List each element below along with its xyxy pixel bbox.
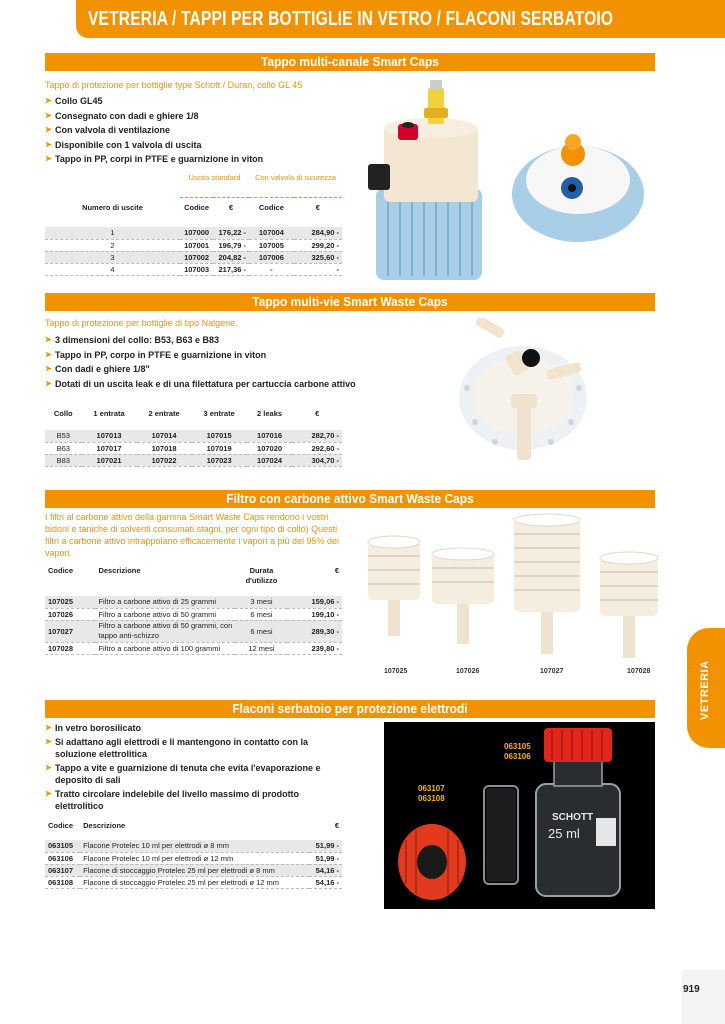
column-header: 2 leaks — [257, 408, 283, 418]
table-row: 107028 Filtro a carbone attivo di 100 grammi 12 mesi 239,80 - — [45, 642, 342, 654]
column-header: Descrizione — [83, 820, 126, 830]
feature-item: ➤ Si adattano agli elettrodi e li mantengono in contatto con la soluzione elettrolitica — [45, 736, 345, 760]
section-intro: I filtri al carbone attivo della gamma Smart Waste Caps rendono i vostri bidoni e taniche di solventi consumati stagni, per ogni tipo di collo) Questi filtri a carbone attivo intrappolano efficacemente i vapori a più del 95% dei vapori. — [45, 512, 340, 558]
table-row: B53 107013 107014 107015 107016 282,70 - — [45, 430, 342, 442]
column-header: Codice — [184, 202, 210, 212]
photo-code-label: 063105 063106 — [504, 742, 531, 761]
table-row: 107025 Filtro a carbone attivo di 25 grammi 3 mesi 159,06 - — [45, 596, 342, 608]
page-header-bar — [76, 0, 725, 38]
section-bar-smart-caps — [45, 53, 655, 71]
photo-caption: 107026 — [456, 668, 480, 675]
filter-cartridges-image — [360, 512, 660, 670]
feature-item: ➤ Collo GL45 — [45, 94, 263, 109]
column-header: Descrizione — [98, 566, 141, 575]
chapter-tab-label: VETRERIA — [699, 660, 711, 720]
section-title: Filtro con carbone attivo Smart Waste Caps — [226, 491, 474, 506]
feature-item: ➤ Con dadi e ghiere 1/8" — [45, 362, 356, 377]
column-header: € — [334, 820, 339, 830]
smart-cap-image-1 — [366, 78, 492, 286]
feature-item: ➤ Tappo in PP, corpo in PTFE e guarnizione in viton — [45, 348, 356, 363]
group-header: Con valvola di sicurezza — [249, 173, 342, 197]
section-intro: Tappo di protezione per bottiglie di tipo Nalgene. — [45, 318, 238, 328]
page-number: 919 — [683, 984, 700, 995]
section-intro: Tappo di protezione per bottiglie type Schott / Duran, collo GL 45 — [45, 80, 303, 90]
feature-item: ➤ Con valvola di ventilazione — [45, 123, 263, 138]
group-header: Uscita standard — [180, 173, 249, 197]
column-header: Durata d'utilizzo — [245, 566, 278, 585]
feature-list — [45, 333, 356, 391]
column-header: Codice — [48, 566, 74, 575]
feature-item: ➤ Dotati di un uscita leak e di una filettatura per cartuccia carbone attivo — [45, 377, 356, 392]
waste-cap-image — [455, 318, 590, 468]
reservoir-bottles-photo — [384, 722, 655, 909]
table-row: 1 107000 176,22 - 107004 284,90 - — [45, 227, 342, 239]
column-header: € — [334, 566, 339, 575]
column-header: Collo — [53, 408, 73, 418]
feature-item: ➤ In vetro borosilicato — [45, 721, 345, 736]
photo-caption: 107027 — [540, 668, 564, 675]
table-row: 4 107003 217,36 - - - — [45, 263, 342, 275]
price-table-waste-caps — [45, 404, 342, 467]
section-bar-reservoir — [45, 700, 655, 718]
table-row: 2 107001 196,79 - 107005 299,20 - — [45, 239, 342, 251]
chapter-tab — [687, 628, 725, 748]
photo-caption: 107028 — [627, 668, 651, 675]
column-header: Codice — [48, 820, 74, 830]
price-table-filters — [45, 566, 342, 655]
feature-item: ➤ Tappo in PP, corpi in PTFE e guarnizione in viton — [45, 152, 263, 167]
table-row: 063105 Flacone Protelec 10 ml per elettrodi ø 8 mm 51,99 - — [45, 840, 342, 852]
section-title: Flaconi serbatoio per protezione elettrodi — [232, 701, 468, 716]
price-table-reservoir — [45, 816, 342, 889]
column-header: 2 entrate — [148, 408, 180, 418]
column-header: 1 entrata — [93, 408, 125, 418]
table-row: 107026 Filtro a carbone attivo di 50 grammi 6 mesi 199,10 - — [45, 608, 342, 620]
price-table-smart-caps — [45, 173, 342, 276]
table-row: 063106 Flacone Protelec 10 ml per elettrodi ø 12 mm 51,99 - — [45, 852, 342, 864]
section-title: Tappo multi-canale Smart Caps — [261, 54, 439, 69]
section-bar-filters — [45, 490, 655, 508]
page-number-box — [682, 970, 725, 1024]
page-title: VETRERIA / TAPPI PER BOTTIGLIE IN VETRO / FLACONI SERBATOIO — [88, 8, 614, 30]
photo-code-label: 063107 063108 — [418, 784, 445, 803]
section-title: Tappo multi-vie Smart Waste Caps — [252, 294, 448, 309]
table-row: 3 107002 204,82 - 107006 325,60 - — [45, 251, 342, 263]
bottle-label-volume: 25 ml — [548, 826, 580, 841]
column-header: Numero di uscite — [82, 202, 143, 212]
photo-caption: 107025 — [384, 668, 408, 675]
column-header: € — [315, 408, 320, 418]
feature-item: ➤ Disponibile con 1 valvola di uscita — [45, 138, 263, 153]
table-row: 063107 Flacone di stoccaggio Protelec 25 ml per elettrodi ø 8 mm 54,16 - — [45, 864, 342, 876]
feature-item: ➤ 3 dimensioni del collo: B53, B63 e B83 — [45, 333, 356, 348]
feature-item: ➤ Tappo a vite e guarnizione di tenuta che evita l'evaporazione e deposito di sali — [45, 762, 345, 786]
smart-cap-image-2 — [510, 84, 646, 284]
column-header: € — [315, 202, 320, 212]
column-header: 3 entrate — [203, 408, 235, 418]
table-row: B83 107021 107022 107023 107024 304,70 - — [45, 454, 342, 466]
feature-list — [45, 721, 345, 812]
section-bar-waste-caps — [45, 293, 655, 311]
feature-item: ➤ Consegnato con dadi e ghiere 1/8 — [45, 109, 263, 124]
table-row: B63 107017 107018 107019 107020 292,60 - — [45, 442, 342, 454]
feature-list — [45, 94, 263, 167]
table-row: 063108 Flacone di stoccaggio Protelec 25 ml per elettrodi ø 12 mm 54,16 - — [45, 876, 342, 888]
table-row: 107027 Filtro a carbone attivo di 50 grammi, con tappo anti-schizzo 6 mesi 289,30 - — [45, 620, 342, 642]
column-header: Codice — [258, 202, 284, 212]
bottle-label-brand: SCHOTT — [552, 812, 594, 823]
feature-item: ➤ Tratto circolare indelebile del livello massimo di prodotto elettrolitico — [45, 788, 345, 812]
column-header: € — [229, 202, 234, 212]
